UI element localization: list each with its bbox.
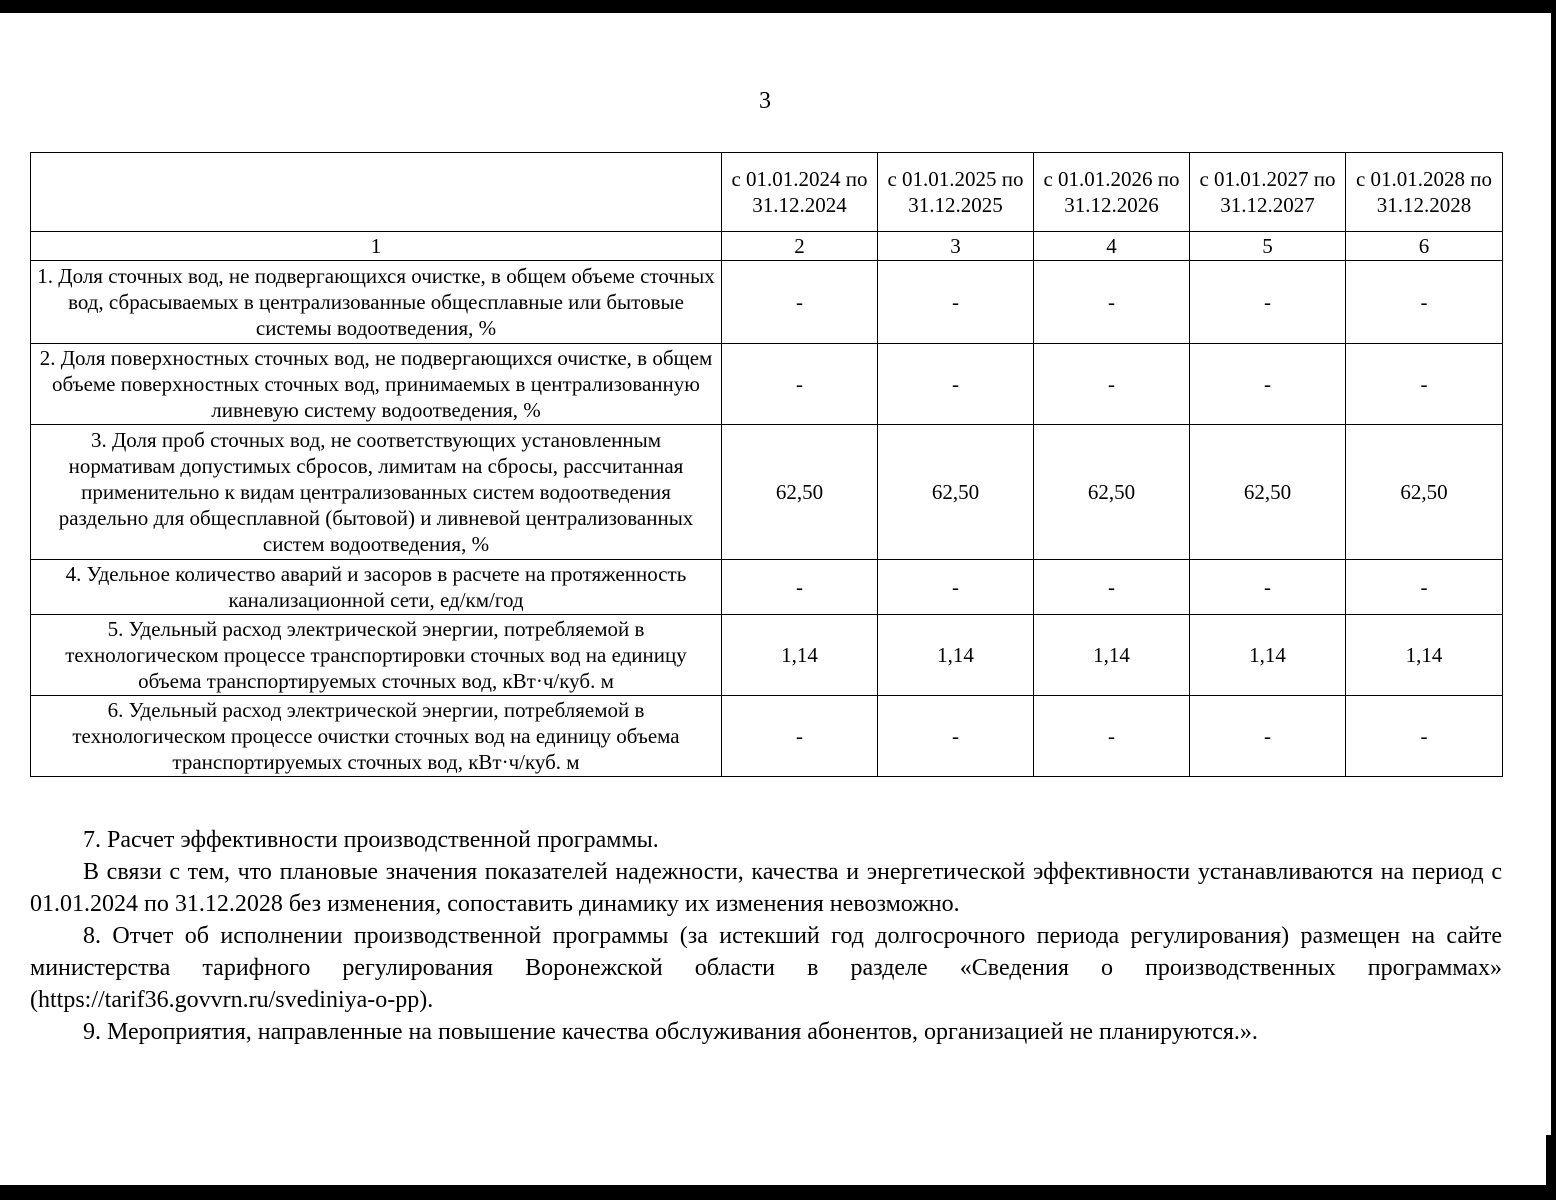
header-cell-period: с 01.01.2024 по 31.12.2024 <box>722 153 878 232</box>
column-number-cell: 3 <box>878 232 1034 261</box>
body-text <box>30 824 1502 1048</box>
value-cell: - <box>722 344 878 425</box>
indicator-cell: 3. Доля проб сточных вод, не соответствующих установленным нормативам допустимых сбросов, лимитам на сбросы, рассчитанная применительно к видам централизованных систем водоотведения раздельно для общесплавной (бытовой) и ливневой централизованных систем водоотведения, % <box>31 425 722 560</box>
table-row <box>31 615 1503 696</box>
value-cell: - <box>1190 261 1346 344</box>
value-cell: - <box>1034 344 1190 425</box>
value-cell: 1,14 <box>1034 615 1190 696</box>
value-cell: - <box>722 560 878 615</box>
column-number-cell: 2 <box>722 232 878 261</box>
header-cell-period: с 01.01.2027 по 31.12.2027 <box>1190 153 1346 232</box>
value-cell: - <box>1190 344 1346 425</box>
paragraph-8: 8. Отчет об исполнении производственной программы (за истекший год долгосрочного периода регулирования) размещен на сайте министерства тарифного регулирования Воронежской области в разделе «Сведения о производственных программах» (https://tarif36.govvrn.ru/svediniya-o-pp). <box>30 923 1502 1013</box>
indicator-cell: 5. Удельный расход электрической энергии, потребляемой в технологическом процессе транспортировки сточных вод на единицу объема транспортируемых сточных вод, кВт·ч/куб. м <box>31 615 722 696</box>
value-cell: - <box>1190 696 1346 777</box>
table-row <box>31 696 1503 777</box>
scan-edge-mark <box>1546 1135 1551 1185</box>
table-row <box>31 261 1503 344</box>
indicator-cell: 2. Доля поверхностных сточных вод, не подвергающихся очистке, в общем объеме поверхностных сточных вод, принимаемых в централизованную ливневую систему водоотведения, % <box>31 344 722 425</box>
value-cell: - <box>1346 261 1503 344</box>
column-number-cell: 6 <box>1346 232 1503 261</box>
value-cell: - <box>878 261 1034 344</box>
header-cell-period: с 01.01.2026 по 31.12.2026 <box>1034 153 1190 232</box>
value-cell: - <box>1034 261 1190 344</box>
value-cell: 1,14 <box>1190 615 1346 696</box>
value-cell: - <box>1034 560 1190 615</box>
value-cell: - <box>1346 560 1503 615</box>
column-number-cell: 5 <box>1190 232 1346 261</box>
table-row <box>31 344 1503 425</box>
value-cell: - <box>722 696 878 777</box>
scan-border-right <box>1551 0 1556 1185</box>
value-cell: - <box>1034 696 1190 777</box>
value-cell: - <box>1190 560 1346 615</box>
header-cell-period: с 01.01.2028 по 31.12.2028 <box>1346 153 1503 232</box>
value-cell: 62,50 <box>878 425 1034 560</box>
table-header-row <box>31 153 1503 232</box>
value-cell: - <box>722 261 878 344</box>
indicator-cell: 1. Доля сточных вод, не подвергающихся очистке, в общем объеме сточных вод, сбрасываемых в централизованные общесплавные или бытовые системы водоотведения, % <box>31 261 722 344</box>
value-cell: 62,50 <box>722 425 878 560</box>
value-cell: - <box>878 696 1034 777</box>
column-number-row <box>31 232 1503 261</box>
scan-border-bottom <box>0 1185 1556 1200</box>
column-number-cell: 4 <box>1034 232 1190 261</box>
paragraph-efficiency-note: В связи с тем, что плановые значения показателей надежности, качества и энергетической эффективности устанавливаются на период с 01.01.2024 по 31.12.2028 без изменения, сопоставить динамику их изменения невозможно. <box>30 859 1502 917</box>
value-cell: 62,50 <box>1346 425 1503 560</box>
indicator-cell: 4. Удельное количество аварий и засоров в расчете на протяженность канализационной сети, ед/км/год <box>31 560 722 615</box>
indicator-cell: 6. Удельный расход электрической энергии, потребляемой в технологическом процессе очистки сточных вод на единицу объема транспортируемых сточных вод, кВт·ч/куб. м <box>31 696 722 777</box>
indicators-table <box>30 152 1503 777</box>
paragraph-9: 9. Мероприятия, направленные на повышение качества обслуживания абонентов, организацией не планируются.». <box>83 1019 1258 1045</box>
value-cell: - <box>1346 696 1503 777</box>
value-cell: - <box>878 344 1034 425</box>
column-number-cell: 1 <box>31 232 722 261</box>
paragraph-7: 7. Расчет эффективности производственной программы. <box>83 827 659 853</box>
value-cell: 1,14 <box>1346 615 1503 696</box>
table-row <box>31 425 1503 560</box>
value-cell: 62,50 <box>1034 425 1190 560</box>
header-cell-indicator <box>31 153 722 232</box>
page-number: 3 <box>759 88 771 114</box>
header-cell-period: с 01.01.2025 по 31.12.2025 <box>878 153 1034 232</box>
value-cell: 1,14 <box>722 615 878 696</box>
table-row <box>31 560 1503 615</box>
value-cell: - <box>1346 344 1503 425</box>
value-cell: - <box>878 560 1034 615</box>
value-cell: 1,14 <box>878 615 1034 696</box>
value-cell: 62,50 <box>1190 425 1346 560</box>
scan-border-top <box>0 0 1556 13</box>
